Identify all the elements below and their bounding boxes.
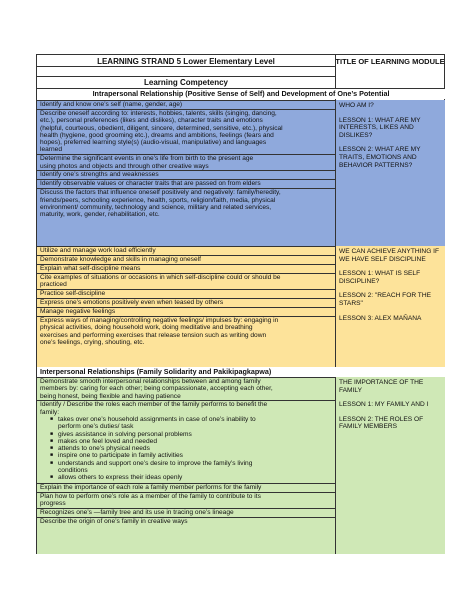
competency-text: Identify one’s strengths and weaknesses bbox=[40, 171, 159, 179]
module-title: WE CAN ACHIEVE ANYTHING IF WE HAVE SELF DISCIPLINE bbox=[339, 248, 440, 263]
role-text: ■ makes one feel loved and needed bbox=[58, 437, 157, 445]
family-roles-list bbox=[40, 416, 332, 482]
competency-text: family: bbox=[40, 408, 60, 416]
module-title: LESSON 2: "REACH FOR THE STARS" bbox=[339, 292, 431, 307]
role-text: conditions bbox=[58, 467, 88, 475]
intrapersonal-section-heading: Intrapersonal Relationship (Positive Sense of Self) and Development of One’s Potential bbox=[37, 89, 445, 99]
competency-row bbox=[37, 508, 335, 517]
role-text: ■ inspire one to participate in family activities bbox=[58, 452, 183, 460]
competency-text: Explain the importance of each role a family member performs for the family bbox=[40, 483, 262, 491]
competency-text: members by: caring for each other; being compassionate, accepting each other, bbox=[40, 385, 273, 393]
competency-text: practiced bbox=[40, 281, 67, 289]
competency-text: maturity, work, gender, rehabilitation, etc. bbox=[40, 211, 160, 219]
competency-text: Practice self-discipline bbox=[40, 290, 106, 298]
competency-text: Describe oneself according to: interests, hobbies, talents, skills (singing, dancing, bbox=[40, 110, 277, 117]
competency-row bbox=[37, 100, 335, 109]
competency-text: Determine the significant events in one’s life from birth to the present age bbox=[40, 155, 254, 163]
competency-row bbox=[37, 264, 335, 273]
role-text: ■ takes over one’s household assignments in case of one’s inability to bbox=[58, 415, 256, 423]
competency-text: environment/ community, technology and science, military and related services, bbox=[40, 203, 272, 211]
competency-text: hopes), preferred learning style(s) (audio-visual, manipulative) and languages bbox=[40, 139, 267, 147]
strand-title: LEARNING STRAND 5 Lower Elementary Level bbox=[97, 57, 275, 66]
competency-text: Plan how to perform one’s role as a member of the family to contribute to its bbox=[40, 492, 261, 500]
competency-text: Demonstrate knowledge and skills in managing oneself bbox=[40, 256, 201, 263]
family-role-item bbox=[50, 438, 332, 445]
competency-text: Utilize and manage work load efficiently bbox=[40, 247, 156, 254]
competency-row bbox=[37, 154, 335, 170]
competency-row bbox=[37, 109, 335, 154]
competency-row bbox=[37, 289, 335, 298]
header-line-2 bbox=[37, 76, 335, 77]
learning-module-title-header: TITLE OF LEARNING MODULE bbox=[335, 57, 445, 66]
competency-text: health (hygiene, good grooming etc.), dreams and ambitions, feelings (fears and bbox=[40, 131, 274, 139]
competency-text: one’s feelings, crying, shouting, etc. bbox=[40, 338, 145, 346]
module-title: LESSON 2: WHAT ARE MY TRAITS, EMOTIONS AND BEHAVIOR PATTERNS? bbox=[339, 146, 421, 169]
module-title: WHO AM I? bbox=[339, 102, 374, 109]
competency-row bbox=[37, 179, 335, 188]
competency-text: using photos and objects and through other creative ways bbox=[40, 162, 209, 170]
role-text: ■ gives assistance in solving personal problems bbox=[58, 430, 192, 438]
competency-row bbox=[37, 255, 335, 264]
competency-row bbox=[37, 492, 335, 508]
family-role-item bbox=[50, 474, 332, 481]
competency-text: friends/peers, schooling experience, health, sports, religion/faith, media, physical bbox=[40, 196, 276, 204]
competency-text: Describe the origin of one’s family in creative ways bbox=[40, 517, 188, 525]
module-title: LESSON 1: MY FAMILY AND I bbox=[339, 401, 429, 409]
family-role-item bbox=[50, 416, 332, 431]
green-band bbox=[37, 377, 445, 554]
role-text: perform one’s duties/ task bbox=[58, 423, 134, 431]
competency-row bbox=[37, 246, 335, 255]
role-text: ■ understands and support one’s desire to improve the family’s living bbox=[58, 459, 253, 467]
blue-band bbox=[37, 100, 445, 246]
competency-row bbox=[37, 316, 335, 347]
competency-row bbox=[37, 517, 335, 526]
module-title: LESSON 2: THE ROLES OF FAMILY MEMBERS bbox=[339, 415, 424, 431]
curriculum-table bbox=[36, 54, 445, 554]
family-role-item bbox=[50, 452, 332, 459]
competency-text: exercises and performing exercises that release tension such as writing down bbox=[40, 331, 267, 339]
role-text: ■ attends to one’s physical needs bbox=[58, 445, 150, 453]
competency-row bbox=[37, 377, 335, 400]
module-title: LESSON 1: WHAT ARE MY INTERESTS, LIKES AND DISLIKES? bbox=[339, 116, 421, 139]
competency-row bbox=[37, 298, 335, 307]
interpersonal-section-heading: Interpersonal Relationships (Family Solidarity and Pakikipagkapwa) bbox=[37, 367, 445, 377]
blue-modules bbox=[335, 100, 445, 246]
competency-text: Discuss the factors that influence oneself positively and negatively: family/heredity, bbox=[40, 189, 281, 197]
competency-row bbox=[37, 307, 335, 316]
competency-text: Manage negative feelings bbox=[40, 308, 116, 316]
competency-text: Recognizes one’s —family tree and its use in tracing one’s lineage bbox=[40, 508, 234, 516]
header-line-1 bbox=[37, 66, 335, 67]
competency-text: progress bbox=[40, 499, 66, 507]
competency-text: etc.), personal preferences (likes and dislikes), character traits and emotions bbox=[40, 117, 263, 125]
competency-text: Identify observable values or character traits that are passed on from elders bbox=[40, 180, 261, 188]
competency-row bbox=[37, 170, 335, 179]
competency-text: Cite examples of situations or occasions in which self-discipline could or should be bbox=[40, 274, 281, 281]
competency-text: Identify / Describe the roles each member of the family performs to benefit the bbox=[40, 401, 268, 409]
role-text: ■ allows others to express their ideas openly bbox=[58, 474, 183, 482]
module-title: LESSON 3: ALEX MAÑANA bbox=[339, 314, 422, 322]
competency-text: Identify and know one’s self (name, gender, age) bbox=[40, 101, 183, 108]
family-role-item bbox=[50, 460, 332, 475]
green-modules bbox=[335, 377, 445, 554]
module-title: LESSON 1: WHAT IS SELF DISCIPLINE? bbox=[339, 270, 421, 285]
competency-row bbox=[37, 273, 335, 289]
competency-text: Demonstrate smooth interpersonal relationships between and among family bbox=[40, 378, 261, 385]
competency-row bbox=[37, 483, 335, 492]
family-role-item bbox=[50, 445, 332, 452]
competency-text: physical activities, doing household work, doing meditative and breathing bbox=[40, 324, 253, 332]
module-title: THE IMPORTANCE OF THE FAMILY bbox=[339, 379, 424, 394]
family-role-item bbox=[50, 431, 332, 438]
learning-competency-header: Learning Competency bbox=[143, 78, 228, 87]
family-roles-cell bbox=[37, 400, 335, 482]
competency-text: Express ways of managing/controlling negative feelings/ impulses by: engaging in bbox=[40, 317, 279, 325]
competency-text: Express one’s emotions positively even when teased by others bbox=[40, 299, 224, 307]
competency-text: Explain what self-discipline means bbox=[40, 265, 141, 272]
competency-text: being honest, being flexible and having patience bbox=[40, 392, 181, 400]
competency-row bbox=[37, 188, 335, 219]
competency-text: (helpful, courteous, obedient, diligent, sincere, determined, sensitive, etc.), physical bbox=[40, 124, 283, 132]
competency-text: learned bbox=[40, 146, 62, 154]
